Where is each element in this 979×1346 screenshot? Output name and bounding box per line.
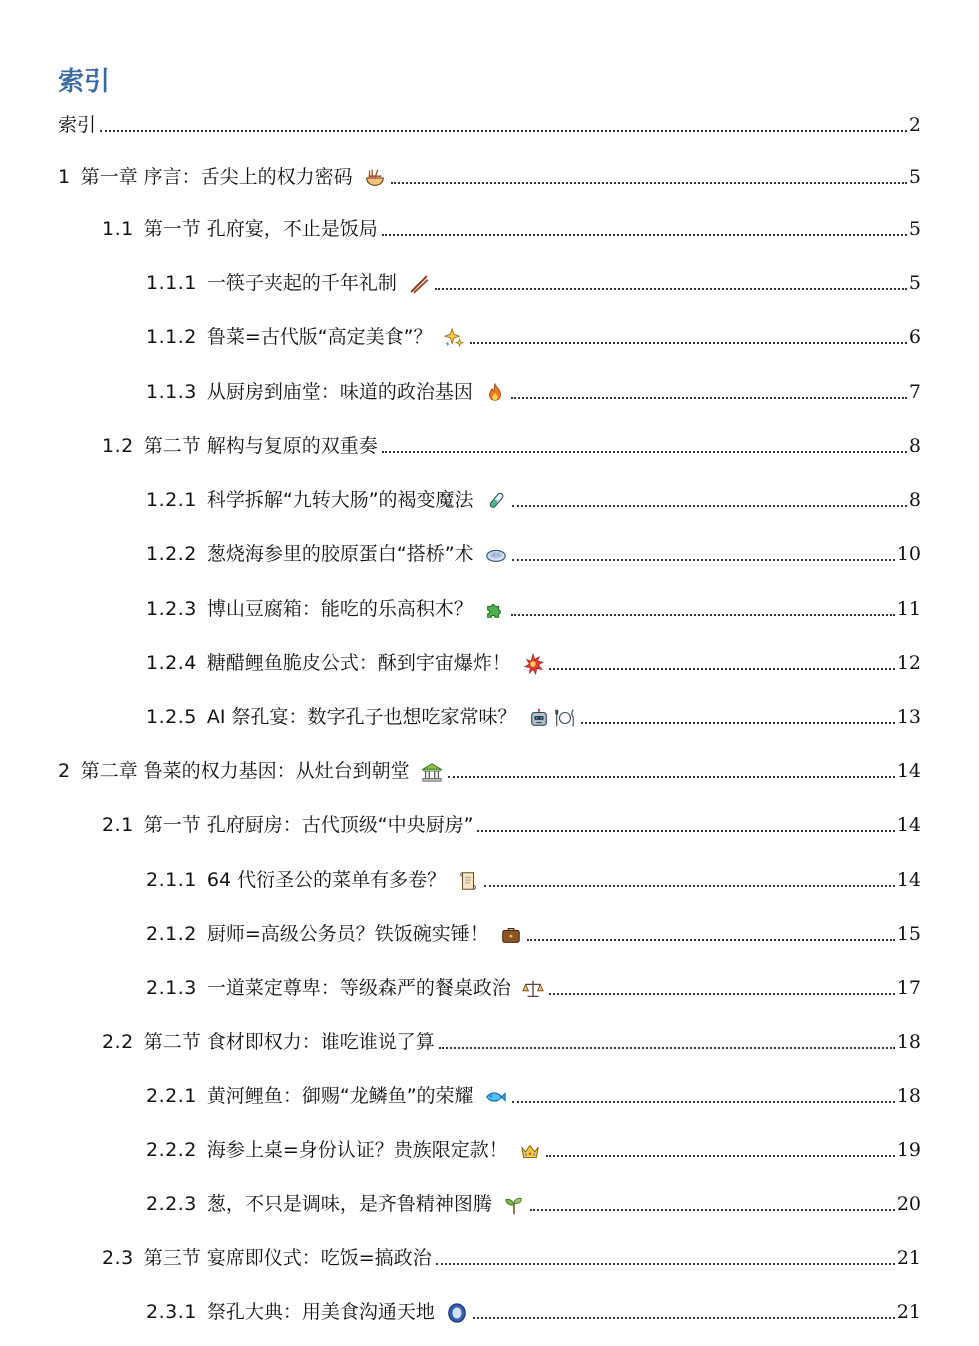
- toc-entry-number: 1.1: [102, 218, 134, 240]
- toc-entry[interactable]: [146, 322, 921, 350]
- toc-entry-page-number: 14: [896, 760, 921, 782]
- toc-entry-title: 索引: [58, 114, 97, 136]
- dot-leader: [435, 288, 907, 290]
- toc-entry[interactable]: [58, 162, 921, 190]
- toc-entry-title: 海参上桌=身份认证？贵族限定款！: [206, 1139, 508, 1161]
- toc-entry-number: 2.2.2: [146, 1139, 197, 1161]
- toc-entry[interactable]: [146, 648, 921, 676]
- toc-entry-title: 一道菜定尊卑：等级森严的餐桌政治: [206, 977, 511, 999]
- toc-entry-page-number: 21: [896, 1247, 921, 1269]
- sparkles-icon: [442, 326, 466, 350]
- seedling-icon: [502, 1193, 526, 1217]
- toc-entry-page-number: 6: [908, 326, 921, 348]
- toc-entry-number: 2.1.1: [146, 869, 197, 891]
- robot-icon: [527, 706, 551, 730]
- toc-entry-page-number: 5: [908, 218, 921, 240]
- toc-entry-number: 1.1.2: [146, 326, 197, 348]
- toc-heading: 索引: [58, 67, 111, 97]
- fire-icon: [483, 381, 507, 405]
- toc-entry[interactable]: [102, 431, 921, 459]
- noodle-bowl-icon: [363, 166, 387, 190]
- dot-leader: [546, 1155, 895, 1157]
- toc-entry-title: 从厨房到庙堂：味道的政治基因: [206, 381, 473, 403]
- toc-entry-number: 1.2.3: [146, 598, 197, 620]
- puzzle-piece-icon: [483, 598, 507, 622]
- dot-leader: [439, 1047, 895, 1049]
- toc-entry-page-number: 19: [896, 1139, 921, 1161]
- toc-entry-number: 2.2: [102, 1031, 134, 1053]
- toc-entry-title: 厨师=高级公务员？铁饭碗实锤！: [206, 923, 489, 945]
- toc-entry-number: 1.2.4: [146, 652, 197, 674]
- fish-icon: [484, 1085, 508, 1109]
- toc-entry[interactable]: [102, 810, 921, 838]
- toc-entry[interactable]: [102, 1027, 921, 1055]
- toc-entry[interactable]: [58, 756, 921, 784]
- dot-leader: [549, 668, 895, 670]
- toc-entry-number: 2.1: [102, 814, 134, 836]
- toc-entry-title: 祭孔大典：用美食沟通天地: [206, 1301, 435, 1323]
- toc-entry-number: 2.3.1: [146, 1301, 197, 1323]
- toc-entry-page-number: 11: [896, 598, 921, 620]
- toc-entry-page-number: 5: [908, 166, 921, 188]
- dot-leader: [448, 776, 895, 778]
- toc-entry-page-number: 12: [896, 652, 921, 674]
- test-tube-icon: [484, 489, 508, 513]
- toc-entry-number: 1.2: [102, 435, 134, 457]
- dot-leader: [470, 342, 906, 344]
- toc-entry[interactable]: [146, 539, 921, 567]
- toc-entry-title: 第二节 解构与复原的双重奏: [143, 435, 378, 457]
- toc-entry-title: 第三节 宴席即仪式：吃饭=搞政治: [143, 1247, 432, 1269]
- toc-entry-title: 科学拆解“九转大肠”的褐变魔法: [206, 489, 474, 511]
- dot-leader: [100, 130, 907, 132]
- toc-entry-number: 1: [58, 166, 71, 188]
- toc-entry-page-number: 21: [896, 1301, 921, 1323]
- toc-entry-number: 2.2.1: [146, 1085, 197, 1107]
- toc-entry-title: 鲁菜=古代版“高定美食”？: [206, 326, 433, 348]
- dot-leader: [391, 182, 907, 184]
- toc-entry-number: 1.2.1: [146, 489, 197, 511]
- toc-entry-number: 1.2.5: [146, 706, 197, 728]
- toc-entry-title: 糖醋鲤鱼脆皮公式：酥到宇宙爆炸！: [206, 652, 511, 674]
- dot-leader: [477, 830, 894, 832]
- toc-entry-number: 2.3: [102, 1247, 134, 1269]
- explosion-icon: [521, 652, 545, 676]
- toc-entry[interactable]: [146, 919, 921, 947]
- toc-entry-number: 1.1.3: [146, 381, 197, 403]
- toc-entry-page-number: 2: [908, 114, 921, 136]
- toc-entry[interactable]: [146, 1081, 921, 1109]
- toc-entry-number: 2.1.2: [146, 923, 197, 945]
- toc-entry-title: 第一章 序言：舌尖上的权力密码: [80, 166, 353, 188]
- toc-entry-page-number: 14: [896, 814, 921, 836]
- toc-entry-page-number: 14: [896, 869, 921, 891]
- toc-entry[interactable]: [146, 1189, 921, 1217]
- toc-entry-page-number: 7: [908, 381, 921, 403]
- toc-entry[interactable]: [102, 214, 921, 242]
- scroll-icon: [456, 869, 480, 893]
- toc-entry-number: 2: [58, 760, 71, 782]
- dot-leader: [382, 234, 907, 236]
- toc-entry-title: 博山豆腐箱：能吃的乐高积木？: [206, 598, 473, 620]
- petri-dish-icon: [484, 543, 508, 567]
- temple-icon: [420, 760, 444, 784]
- toc-entry[interactable]: [146, 377, 921, 405]
- toc-entry-title: AI 祭孔宴：数字孔子也想吃家常味？: [206, 706, 517, 728]
- dot-leader: [512, 1101, 895, 1103]
- toc-entry[interactable]: [146, 865, 921, 893]
- chopsticks-icon: [407, 272, 431, 296]
- toc-entry-title: 64 代衍圣公的菜单有多卷？: [206, 869, 447, 891]
- toc-entry-page-number: 10: [896, 543, 921, 565]
- dot-leader: [511, 614, 895, 616]
- toc-entry-title: 第一节 孔府宴，不止是饭局: [143, 218, 378, 240]
- toc-entry-title: 第一节 孔府厨房：古代顶级“中央厨房”: [143, 814, 474, 836]
- dot-leader: [527, 939, 895, 941]
- toc-entry-page-number: 5: [908, 272, 921, 294]
- dot-leader: [484, 885, 895, 887]
- toc-entry[interactable]: [146, 1135, 921, 1163]
- toc-entry[interactable]: [146, 702, 921, 730]
- toc-entry-title: 第二节 食材即权力：谁吃谁说了算: [143, 1031, 435, 1053]
- toc-entry-page-number: 18: [896, 1031, 921, 1053]
- toc-entry-title: 第二章 鲁菜的权力基因：从灶台到朝堂: [80, 760, 410, 782]
- toc-entry[interactable]: [146, 268, 921, 296]
- dot-leader: [473, 1317, 895, 1319]
- toc-entry-number: 2.2.3: [146, 1193, 197, 1215]
- dot-leader: [512, 505, 907, 507]
- dot-leader: [512, 559, 895, 561]
- fork-knife-plate-icon: [553, 706, 577, 730]
- toc-entry-page-number: 13: [896, 706, 921, 728]
- toc-entry-number: 2.1.3: [146, 977, 197, 999]
- toc-entry-page-number: 20: [896, 1193, 921, 1215]
- toc-entry-number: 1.2.2: [146, 543, 197, 565]
- dot-leader: [511, 397, 907, 399]
- toc-entry[interactable]: [102, 1243, 921, 1271]
- toc-entry[interactable]: [146, 485, 921, 513]
- toc-entry-page-number: 8: [908, 489, 921, 511]
- toc-entry[interactable]: [146, 973, 921, 1001]
- toc-entry-title: 葱，不只是调味，是齐鲁精神图腾: [206, 1193, 492, 1215]
- oyster-icon: [445, 1301, 469, 1325]
- toc-entry-page-number: 18: [896, 1085, 921, 1107]
- toc-entry-number: 1.1.1: [146, 272, 197, 294]
- dot-leader: [530, 1209, 895, 1211]
- toc-entry-page-number: 17: [896, 977, 921, 999]
- dot-leader: [549, 993, 895, 995]
- toc-entry[interactable]: [58, 110, 921, 138]
- dot-leader: [382, 451, 907, 453]
- crown-icon: [518, 1139, 542, 1163]
- toc-entry[interactable]: [146, 1297, 921, 1325]
- toc-entry[interactable]: [146, 594, 921, 622]
- briefcase-icon: [499, 923, 523, 947]
- toc-entry-page-number: 15: [896, 923, 921, 945]
- toc-entry-title: 葱烧海参里的胶原蛋白“搭桥”术: [206, 543, 474, 565]
- toc-entry-title: 黄河鲤鱼：御赐“龙鳞鱼”的荣耀: [206, 1085, 474, 1107]
- toc-entry-page-number: 8: [908, 435, 921, 457]
- dot-leader: [436, 1263, 895, 1265]
- balance-scale-icon: [521, 977, 545, 1001]
- toc-entry-title: 一筷子夹起的千年礼制: [206, 272, 397, 294]
- dot-leader: [581, 722, 895, 724]
